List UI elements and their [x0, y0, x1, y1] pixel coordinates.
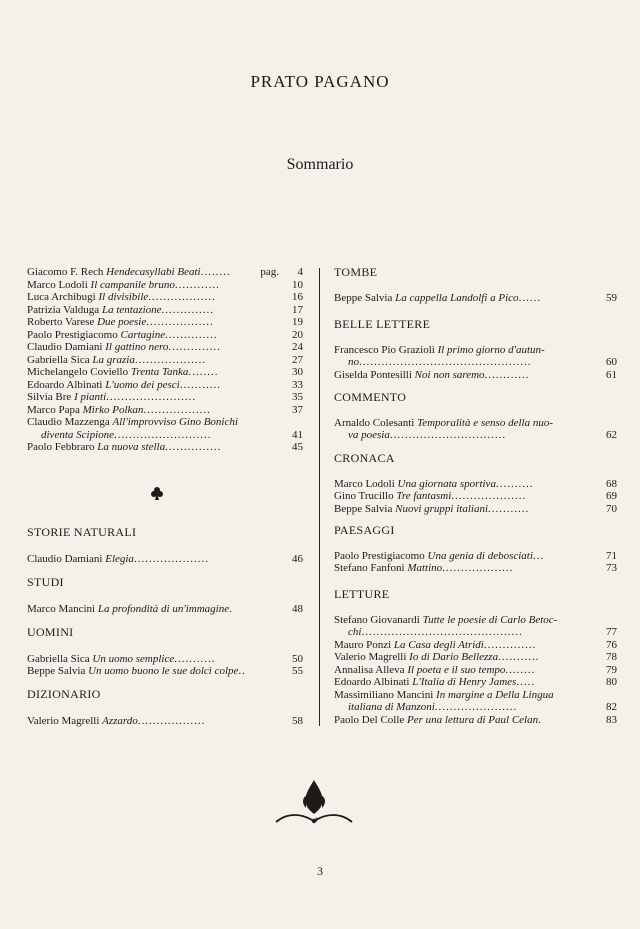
toc-entry: Paolo Prestigiacomo Una genia di debosciati... 71 — [334, 549, 617, 562]
section-dizionario — [27, 688, 303, 727]
section-paesaggi — [334, 524, 617, 575]
toc-entry: Mauro Ponzi La Casa degli Atridi.............. 76 — [334, 638, 617, 651]
toc-entry: Marco Mancini La profondità di un'immagine. 48 — [27, 602, 303, 615]
section-heading: BELLE LETTERE — [334, 317, 431, 331]
section-storie-naturali — [27, 526, 303, 565]
toc-entry: Claudio Mazzenga All'improvviso Gino Bonichi diventa Scipione.......................... 41 — [27, 416, 303, 441]
contents-list-main — [27, 266, 303, 454]
magazine-title: PRATO PAGANO — [250, 72, 390, 91]
toc-entry: Beppe Salvia La cappella Landolfi a Pico...... 59 — [334, 291, 617, 304]
section-heading: COMMENTO — [334, 390, 407, 404]
toc-entry: Stefano Giovanardi Tutte le poesie di Carlo Betoc- chi........................................... 77 — [334, 613, 617, 638]
section-heading: STORIE NATURALI — [27, 525, 137, 539]
section-studi — [27, 576, 303, 615]
pag-label: pag. — [260, 266, 279, 278]
toc-entry: Edoardo Albinati L'Italia di Henry James..... 80 — [334, 676, 617, 688]
toc-entry: Silvia Bre I pianti........................ 35 — [27, 391, 303, 403]
toc-entry: Valerio Magrelli Azzardo.................. 58 — [27, 714, 303, 727]
column-divider — [319, 268, 320, 726]
toc-entry: Roberto Varese Due poesie.................. 19 — [27, 316, 303, 328]
section-commento — [334, 391, 617, 442]
toc-entry: Edoardo Albinati L'uomo dei pesci........... 33 — [27, 378, 303, 391]
toc-entry: Marco Lodoli Il campanile bruno............ 10 — [27, 278, 303, 291]
page-number: 3 — [317, 864, 323, 878]
section-belle-lettere — [334, 318, 617, 381]
toc-entry: Claudio Damiani Elegia.................... 46 — [27, 552, 303, 565]
toc-entry: Beppe Salvia Nuovi gruppi italiani........... 70 — [334, 502, 617, 515]
section-letture — [334, 588, 617, 726]
toc-entry: Luca Archibugi Il divisibile.................. 16 — [27, 291, 303, 303]
toc-entry: Marco Lodoli Una giornata sportiva.......... 68 — [334, 477, 617, 490]
toc-entry: Paolo Prestigiacomo Cartagine.............. 20 — [27, 328, 303, 341]
toc-entry: Paolo Del Colle Per una lettura di Paul Celan. 83 — [334, 713, 617, 726]
toc-entry: Stefano Fanfoni Mattino................... 73 — [334, 562, 617, 574]
toc-entry: Beppe Salvia Un uomo buono le sue dolci colpe.. 55 — [27, 665, 303, 677]
toc-entry: Arnaldo Colesanti Temporalità e senso della nuo- va poesia............................... 62 — [334, 416, 617, 441]
toc-entry: Michelangelo Coviello Trenta Tanka........ 30 — [27, 366, 303, 378]
section-heading: STUDI — [27, 575, 64, 589]
section-uomini — [27, 626, 303, 678]
toc-entry: Francesco Pio Grazioli Il primo giorno d'autun- no.............................................. 60 — [334, 343, 617, 368]
toc-entry: Giacomo F. Rech Hendecasyllabi Beati........ pag. 4 — [27, 266, 303, 278]
toc-entry: Giselda Pontesilli Noi non saremo............ 61 — [334, 368, 617, 381]
toc-entry: Gino Trucillo Tre fantasmi.................... 69 — [334, 490, 617, 502]
toc-entry: Gabriella Sica Un uomo semplice........... 50 — [27, 652, 303, 665]
section-heading: LETTURE — [334, 587, 390, 601]
section-heading: DIZIONARIO — [27, 687, 101, 701]
toc-entry: Paolo Febbraro La nuova stella............... 45 — [27, 441, 303, 453]
section-heading: TOMBE — [334, 265, 378, 279]
toc-entry: Valerio Magrelli Io di Dario Bellezza........... 78 — [334, 651, 617, 663]
club-ornament-icon — [150, 486, 164, 500]
toc-entry: Claudio Damiani Il gattino nero.............. 24 — [27, 341, 303, 353]
toc-entry: Marco Papa Mirko Polkan.................. 37 — [27, 403, 303, 416]
toc-entry: Annalisa Alleva Il poeta e il suo tempo........ 79 — [334, 663, 617, 676]
section-tombe — [334, 266, 617, 304]
toc-entry: Gabriella Sica La grazia................... 27 — [27, 353, 303, 366]
section-cronaca — [334, 452, 617, 515]
page-title: Sommario — [286, 156, 354, 173]
toc-entry: Patrizia Valduga La tentazione.............. 17 — [27, 303, 303, 316]
section-heading: PAESAGGI — [334, 523, 395, 537]
section-heading: CRONACA — [334, 451, 395, 465]
toc-entry: Massimiliano Mancini In margine a Della Lingua italiana di Manzoni...................... 82 — [334, 688, 617, 713]
flame-ornament-icon — [272, 774, 356, 830]
section-heading: UOMINI — [27, 625, 74, 639]
